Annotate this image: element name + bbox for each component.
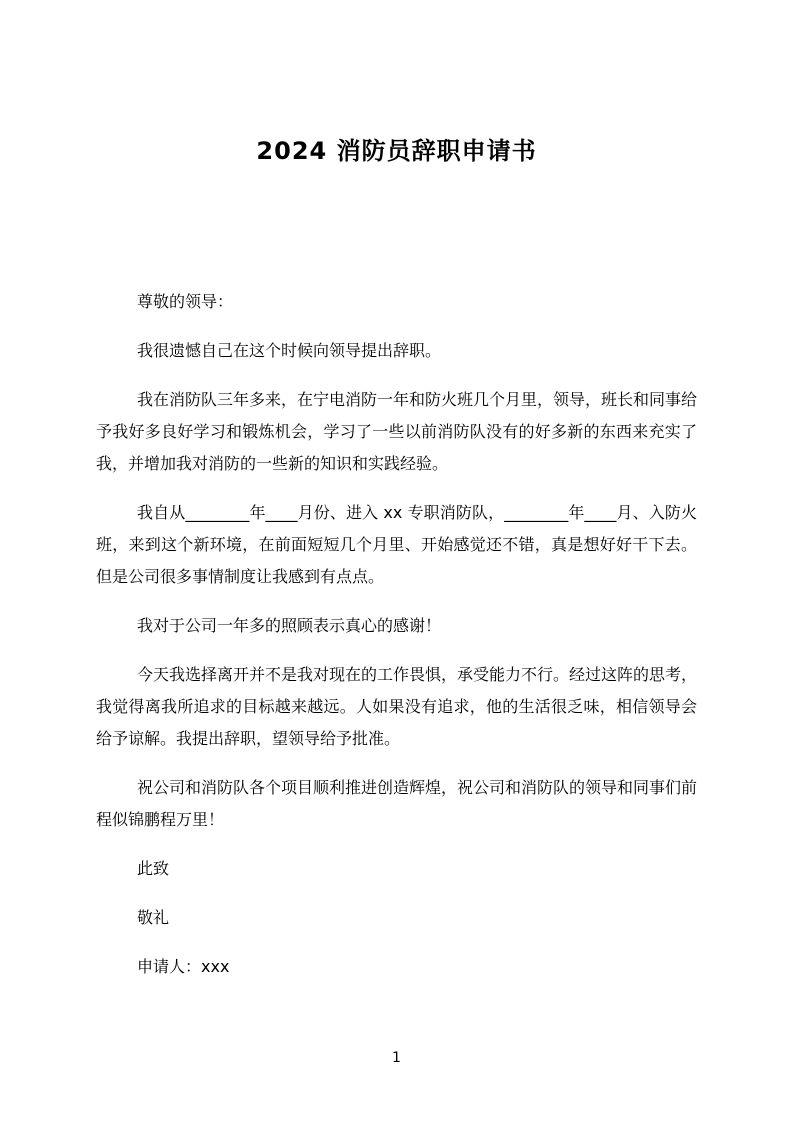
reason-paragraph: 今天我选择离开并不是我对现在的工作畏惧，承受能力不行。经过这阵的思考，我觉得离我所追求的目标越来越远。人如果没有追求，他的生活很乏味，相信领导会给予谅解。我提出辞职，望领导给予批准。 — [96, 665, 698, 748]
opening-statement: 我很遗憾自己在这个时候向领导提出辞职。 — [137, 341, 442, 360]
closing-jingli: 敬礼 — [137, 908, 170, 927]
salutation: 尊敬的领导： — [137, 292, 234, 311]
experience-paragraph: 我在消防队三年多来，在宁电消防一年和防火班几个月里，领导，班长和同事给予我好多良好学习和锻炼机会，学习了一些以前消防队没有的好多新的东西来充实了我，并增加我对消防的一些新的知识和实践经验。 — [96, 390, 698, 473]
page-number: 1 — [392, 1050, 401, 1066]
thanks-paragraph: 我对于公司一年多的照顾表示真心的感谢！ — [137, 616, 442, 635]
closing-cizhi: 此致 — [137, 859, 170, 878]
wishes-paragraph: 祝公司和消防队各个项目顺利推进创造辉煌，祝公司和消防队的领导和同事们前程似锦鹏程万里！ — [96, 778, 698, 829]
timeline-paragraph: 我自从________年____月份、进入 xx 专职消防队，________年____月、入防火班，来到这个新环境，在前面短短几个月里、开始感觉还不错，真是想好好干下去。但是公司很多事情制度让我感到有点点。 — [96, 503, 697, 586]
document-title: 2024 消防员辞职申请书 — [256, 137, 537, 165]
signature-line: 申请人：xxx — [137, 957, 230, 976]
document-body — [96, 286, 697, 983]
